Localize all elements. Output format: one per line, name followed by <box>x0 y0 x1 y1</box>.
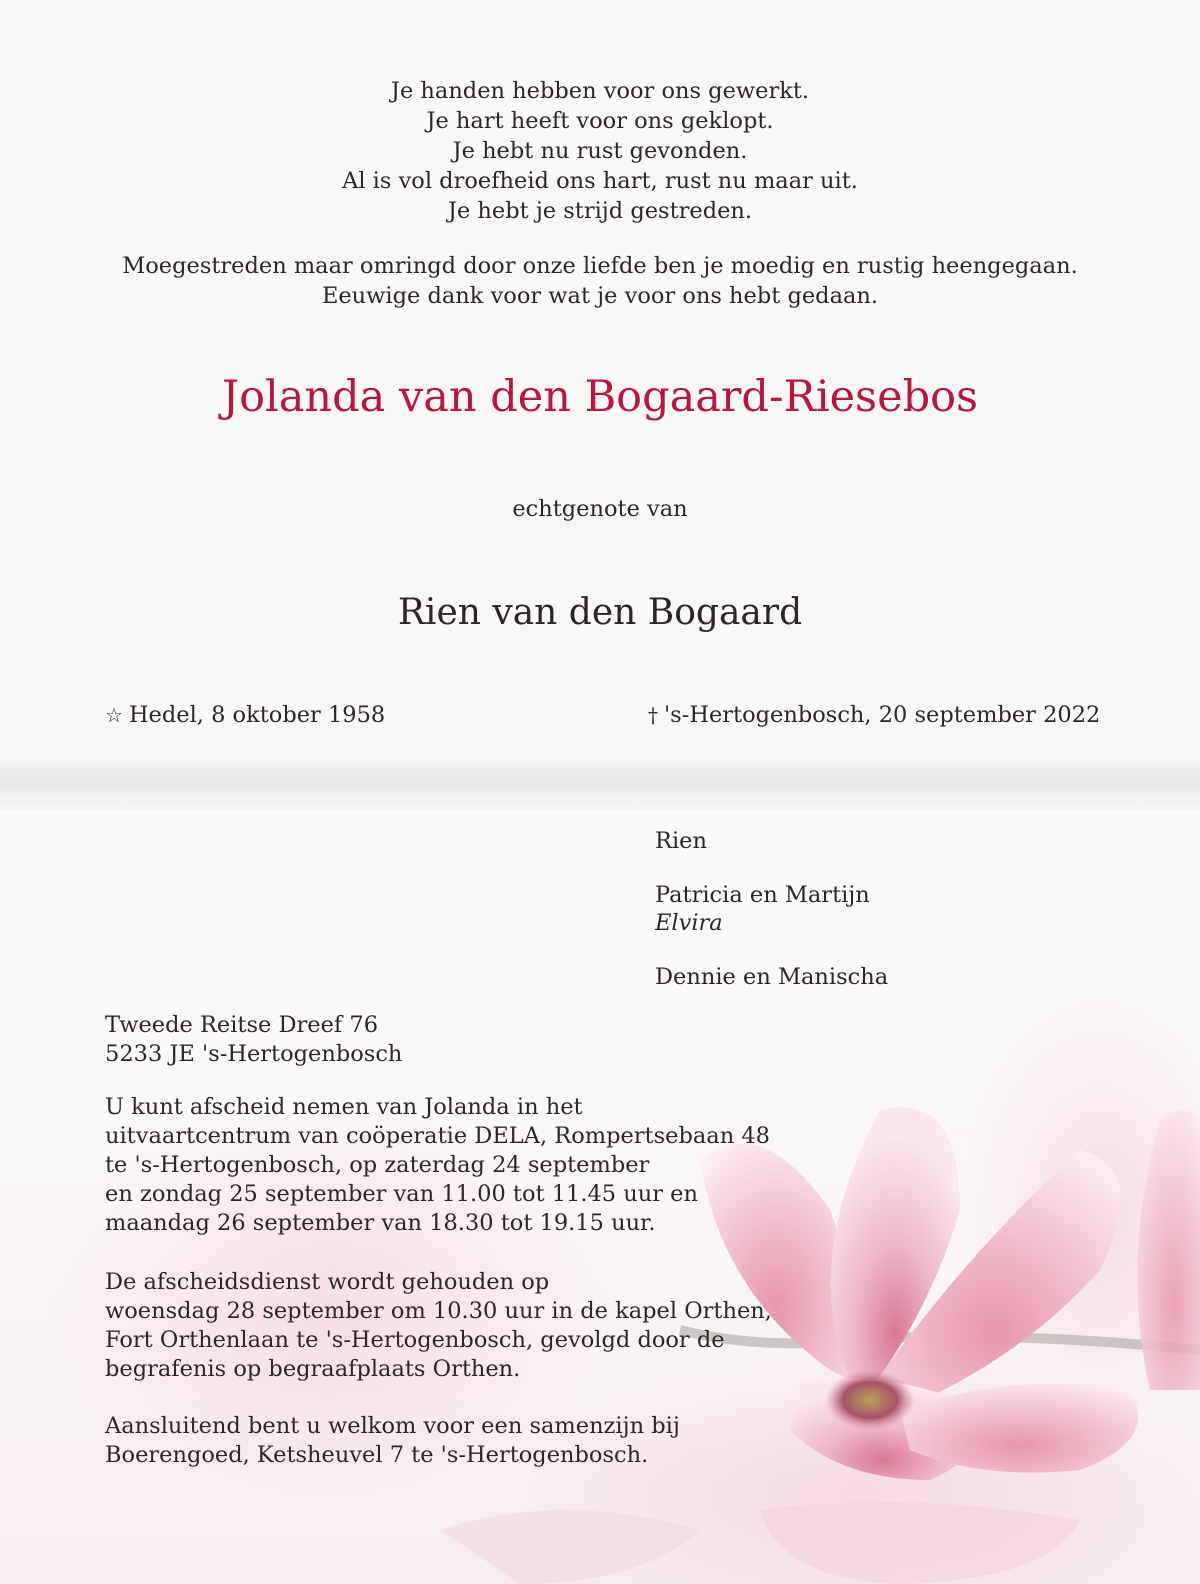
family-member: Rien <box>655 828 707 854</box>
poem-line: Je hart heeft voor ons geklopt. <box>426 108 774 134</box>
service-info <box>105 1268 772 1384</box>
spouse-name: Rien van den Bogaard <box>397 592 803 633</box>
birth-info <box>105 702 385 728</box>
family-list <box>655 827 888 991</box>
viewing-info <box>105 1093 770 1238</box>
cross-icon: † <box>648 703 658 727</box>
viewing-line: te 's-Hertogenbosch, op zaterdag 24 september <box>105 1152 650 1178</box>
gathering-line: Aansluitend bent u welkom voor een samenzijn bij <box>105 1413 680 1439</box>
address-line: Tweede Reitse Dreef 76 <box>105 1012 379 1038</box>
family-member: Patricia en Martijn <box>655 882 870 908</box>
family-member: Dennie en Manischa <box>655 964 889 990</box>
poem-line: Je handen hebben voor ons gewerkt. <box>390 78 810 104</box>
poem-line: Je hebt je strijd gestreden. <box>447 198 753 224</box>
poem-line: Je hebt nu rust gevonden. <box>452 138 748 164</box>
quote-line: Eeuwige dank voor wat je voor ons hebt gedaan. <box>321 283 879 309</box>
quote <box>0 251 1200 311</box>
poem <box>0 76 1200 226</box>
poem-line: Al is vol droefheid ons hart, rust nu maar uit. <box>342 168 858 194</box>
birth-text: Hedel, 8 oktober 1958 <box>128 702 386 728</box>
service-line: woensdag 28 september om 10.30 uur in de kapel Orthen, <box>105 1298 772 1324</box>
address <box>105 1011 402 1069</box>
family-group <box>655 881 888 937</box>
viewing-line: U kunt afscheid nemen van Jolanda in het <box>105 1094 583 1120</box>
family-grandchild: Elvira <box>655 910 723 936</box>
gathering-info <box>105 1412 680 1470</box>
service-line: De afscheidsdienst wordt gehouden op <box>105 1269 550 1295</box>
death-text: 's-Hertogenbosch, 20 september 2022 <box>664 702 1101 728</box>
service-line: begrafenis op begraafplaats Orthen. <box>105 1356 521 1382</box>
service-line: Fort Orthenlaan te 's-Hertogenbosch, gevolgd door de <box>105 1327 725 1353</box>
death-info <box>648 702 1100 728</box>
viewing-line: en zondag 25 september van 11.00 tot 11.45 uur en <box>105 1181 698 1207</box>
relation-text: echtgenote van <box>512 496 688 522</box>
address-line: 5233 JE 's-Hertogenbosch <box>105 1041 403 1067</box>
quote-line: Moegestreden maar omringd door onze liefde ben je moedig en rustig heengegaan. <box>122 253 1078 279</box>
star-icon: ☆ <box>105 703 123 727</box>
viewing-line: maandag 26 september van 18.30 tot 19.15 uur. <box>105 1210 656 1236</box>
gathering-line: Boerengoed, Ketsheuvel 7 te 's-Hertogenbosch. <box>105 1442 649 1468</box>
deceased-name: Jolanda van den Bogaard-Riesebos <box>221 372 979 422</box>
viewing-line: uitvaartcentrum van coöperatie DELA, Rompertsebaan 48 <box>105 1123 770 1149</box>
